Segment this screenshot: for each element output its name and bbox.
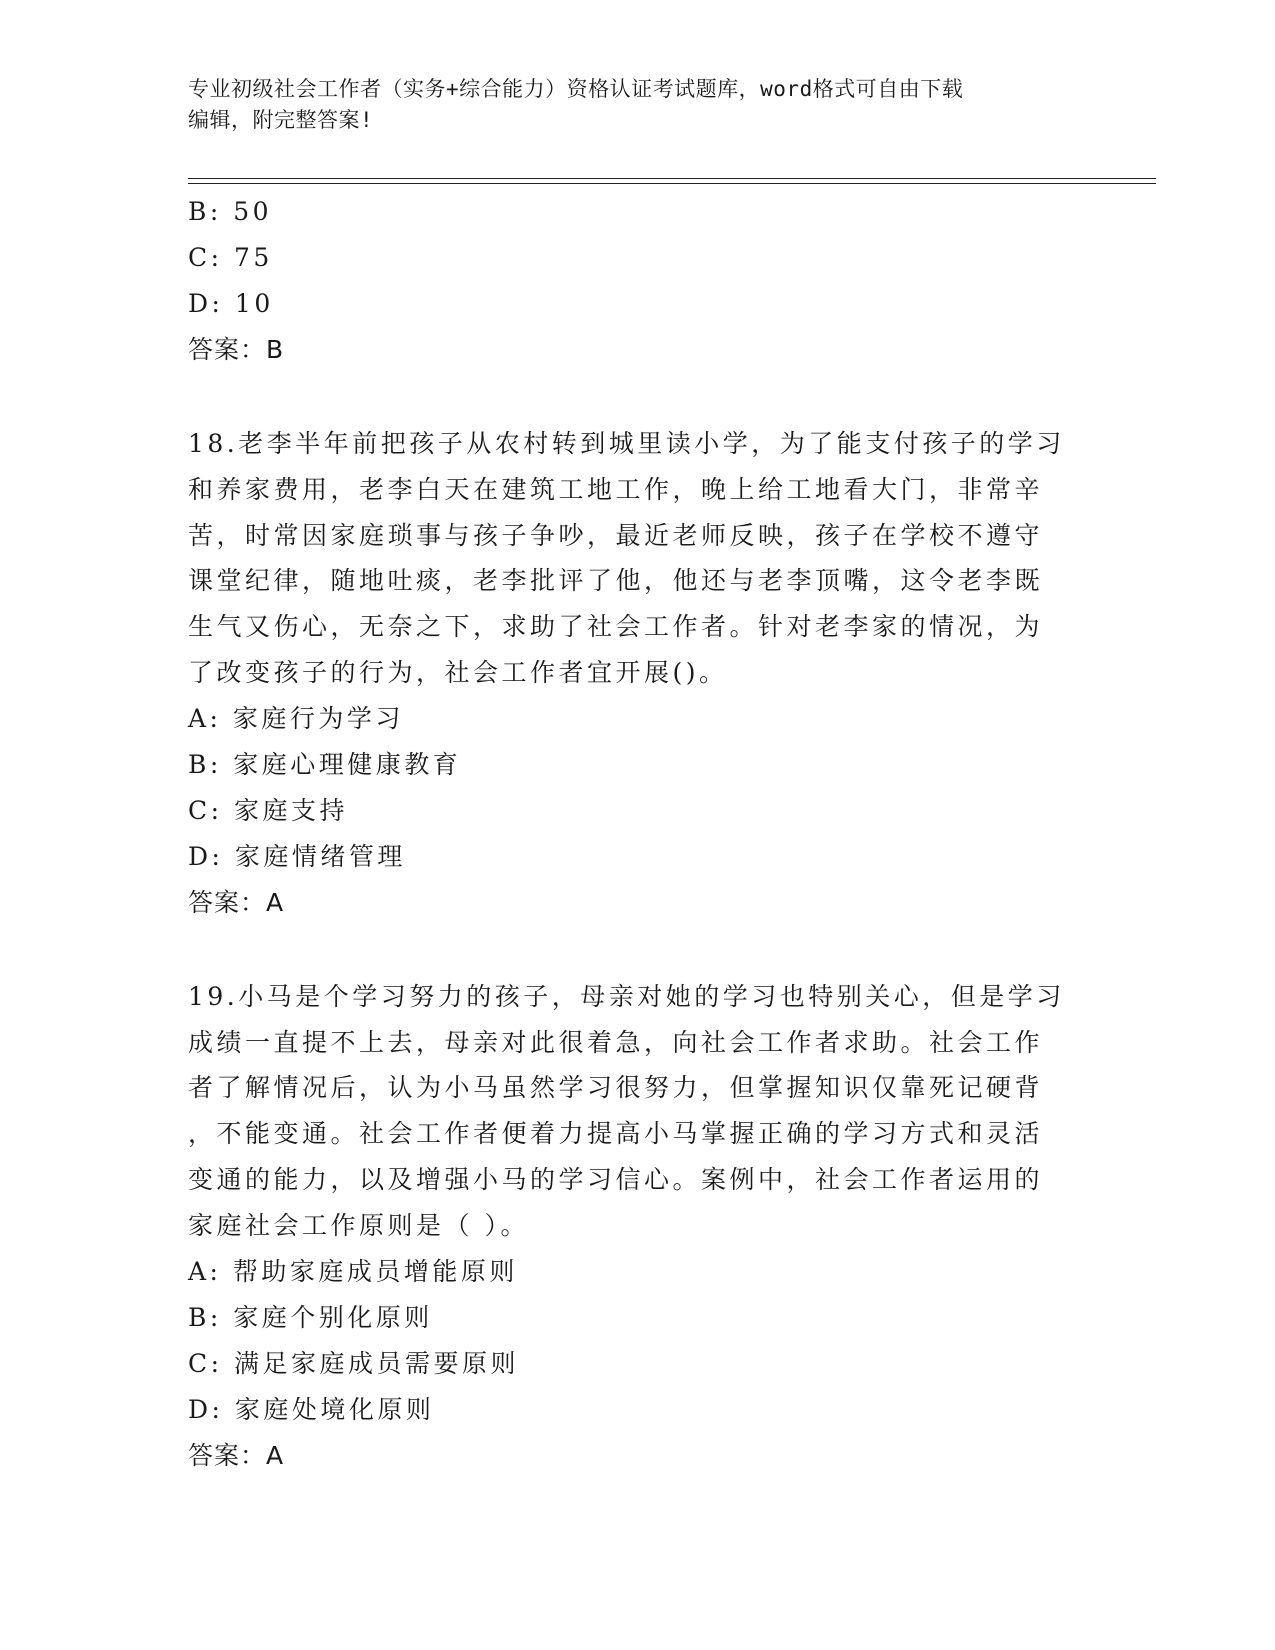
question-19 [188, 974, 1088, 1479]
option-b: B: 家庭心理健康教育 [188, 749, 462, 779]
option-c: C: 家庭支持 [188, 795, 348, 825]
option-b: B: 50 [188, 197, 273, 226]
stem-line: 课堂纪律，随地吐痰，老李批评了他，他还与老李顶嘴，这令老李既 [188, 566, 1044, 596]
stem-line: 成绩一直提不上去，母亲对此很着急，向社会工作者求助。社会工作 [188, 1027, 1044, 1057]
stem-line: 者了解情况后，认为小马虽然学习很努力，但掌握知识仅靠死记硬背 [188, 1073, 1044, 1103]
answer-line: 答案：A [188, 1440, 285, 1470]
stem-line: ，不能变通。社会工作者便着力提高小马掌握正确的学习方式和灵活 [188, 1119, 1044, 1149]
stem-line: 和养家费用，老李白天在建筑工地工作，晚上给工地看大门，非常辛 [188, 474, 1044, 504]
previous-question-tail [188, 189, 1088, 373]
stem-line: 苦，时常因家庭琐事与孩子争吵，最近老师反映，孩子在学校不遵守 [188, 520, 1044, 550]
spacer [188, 373, 1088, 421]
question-stem [188, 421, 1088, 696]
spacer [188, 926, 1088, 974]
option-a: A: 家庭行为学习 [188, 703, 404, 733]
document-body [188, 189, 1088, 1479]
option-b: B: 家庭个别化原则 [188, 1302, 433, 1332]
option-d: D: 10 [188, 289, 274, 318]
stem-line: 变通的能力，以及增强小马的学习信心。案例中，社会工作者运用的 [188, 1164, 1044, 1194]
question-stem [188, 974, 1088, 1249]
header-line-2: 编辑，附完整答案! [188, 108, 374, 132]
stem-line: 18.老李半年前把孩子从农村转到城里读小学，为了能支付孩子的学习 [188, 429, 1065, 458]
stem-line: 19.小马是个学习努力的孩子，母亲对她的学习也特别关心，但是学习 [188, 981, 1065, 1011]
option-c: C: 满足家庭成员需要原则 [188, 1348, 519, 1378]
option-d: D: 家庭处境化原则 [188, 1394, 435, 1424]
answer-line: 答案：B [188, 335, 285, 364]
stem-line: 了改变孩子的行为，社会工作者宜开展()。 [188, 657, 728, 687]
header-divider-bottom [188, 183, 1156, 184]
header-divider-top [188, 178, 1156, 179]
header-line-1: 专业初级社会工作者（实务+综合能力）资格认证考试题库，word格式可自由下载 [188, 77, 964, 101]
option-d: D: 家庭情绪管理 [188, 841, 406, 871]
answer-line: 答案：A [188, 887, 285, 917]
option-c: C: 75 [188, 243, 273, 272]
option-a: A: 帮助家庭成员增能原则 [188, 1256, 518, 1286]
stem-line: 生气又伤心，无奈之下，求助了社会工作者。针对老李家的情况，为 [188, 612, 1044, 642]
question-18 [188, 421, 1088, 926]
stem-line: 家庭社会工作原则是（ ）。 [188, 1210, 529, 1240]
document-header [188, 74, 1088, 136]
